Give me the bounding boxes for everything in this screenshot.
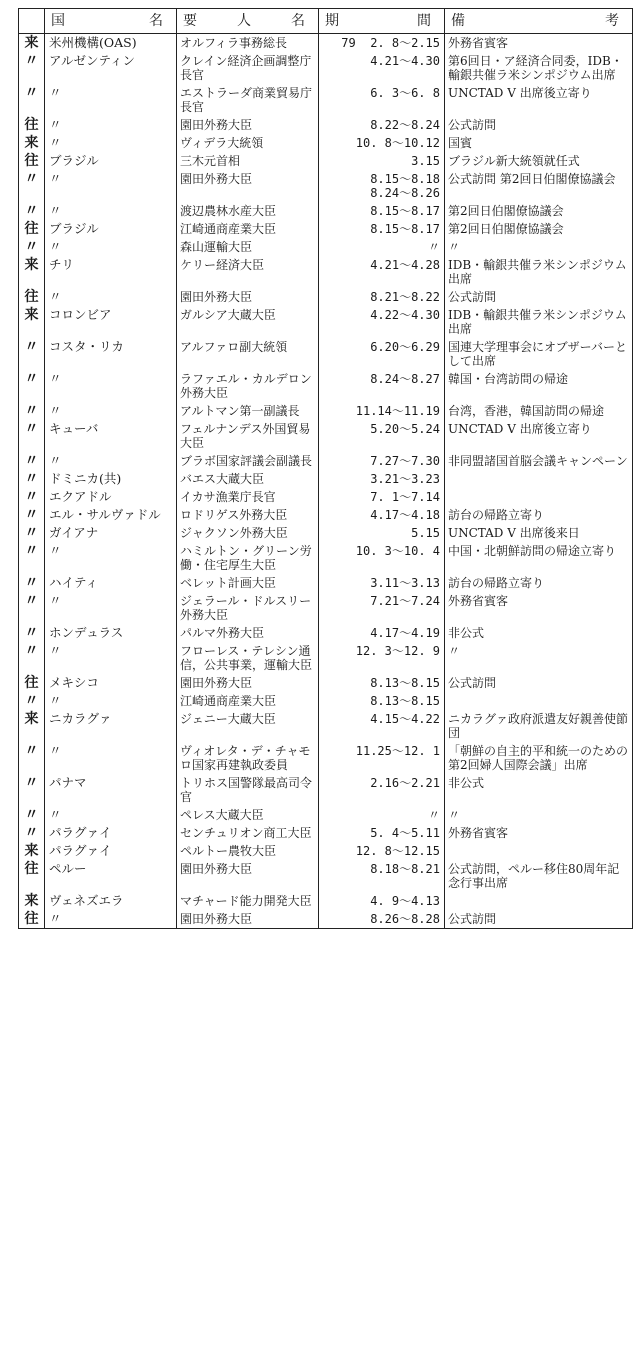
- row-period: 5.20〜5.24: [319, 420, 445, 452]
- row-person: フェルナンデス外国貿易大臣: [177, 420, 319, 452]
- row-period: 79 2. 8〜2.15: [319, 34, 445, 53]
- row-country: 〃: [45, 370, 177, 402]
- row-person: マチャード能力開発大臣: [177, 892, 319, 910]
- visits-table: [18, 8, 633, 929]
- table-row: [19, 692, 633, 710]
- row-note: UNCTAD Ⅴ 出席後来日: [445, 524, 633, 542]
- row-note: 非同盟諸国首脳会議キャンペーン: [445, 452, 633, 470]
- table-row: [19, 542, 633, 574]
- header-period: 期間: [319, 9, 445, 34]
- table-row: [19, 574, 633, 592]
- row-note: 〃: [445, 642, 633, 674]
- row-mark: 来: [19, 892, 45, 910]
- row-country: 〃: [45, 592, 177, 624]
- row-country: パラグァイ: [45, 842, 177, 860]
- row-person: ジャクソン外務大臣: [177, 524, 319, 542]
- row-person: 江崎通商産業大臣: [177, 692, 319, 710]
- header-mark: [19, 9, 45, 34]
- row-mark: 来: [19, 34, 45, 53]
- table-row: [19, 470, 633, 488]
- row-mark: 〃: [19, 824, 45, 842]
- row-period: 8.13〜8.15: [319, 692, 445, 710]
- row-period: 2.16〜2.21: [319, 774, 445, 806]
- table-row: [19, 592, 633, 624]
- row-period: 4.17〜4.18: [319, 506, 445, 524]
- row-country: 〃: [45, 84, 177, 116]
- row-note: 公式訪問: [445, 288, 633, 306]
- table-row: [19, 488, 633, 506]
- row-country: 〃: [45, 170, 177, 202]
- row-note: 非公式: [445, 624, 633, 642]
- row-mark: 〃: [19, 574, 45, 592]
- row-note: 訪台の帰路立寄り: [445, 506, 633, 524]
- table-row: [19, 452, 633, 470]
- row-mark: 来: [19, 710, 45, 742]
- row-mark: 〃: [19, 624, 45, 642]
- row-person: オルフィラ事務総長: [177, 34, 319, 53]
- row-period: 8.13〜8.15: [319, 674, 445, 692]
- row-country: 〃: [45, 452, 177, 470]
- row-person: ジェニー大蔵大臣: [177, 710, 319, 742]
- row-note: 外務省賓客: [445, 592, 633, 624]
- row-person: クレイン経済企画調整庁長官: [177, 52, 319, 84]
- row-period: 4.21〜4.30: [319, 52, 445, 84]
- row-note: 外務省賓客: [445, 824, 633, 842]
- row-country: 〃: [45, 202, 177, 220]
- row-mark: 〃: [19, 642, 45, 674]
- row-mark: 〃: [19, 338, 45, 370]
- table-row: [19, 370, 633, 402]
- row-mark: 〃: [19, 742, 45, 774]
- row-person: ヴィオレタ・デ・チャモロ国家再建執政委員: [177, 742, 319, 774]
- row-mark: 来: [19, 134, 45, 152]
- row-note: ブラジル新大統領就任式: [445, 152, 633, 170]
- row-period: 8.15〜8.18 8.24〜8.26: [319, 170, 445, 202]
- row-period: 8.24〜8.27: [319, 370, 445, 402]
- table-row: [19, 506, 633, 524]
- row-person: ラファエル・カルデロン外務大臣: [177, 370, 319, 402]
- table-row: [19, 910, 633, 929]
- row-mark: 〃: [19, 542, 45, 574]
- row-mark: 〃: [19, 488, 45, 506]
- row-note: 訪台の帰路立寄り: [445, 574, 633, 592]
- row-mark: 〃: [19, 452, 45, 470]
- row-person: 園田外務大臣: [177, 910, 319, 929]
- row-mark: 〃: [19, 692, 45, 710]
- row-person: ペレス大蔵大臣: [177, 806, 319, 824]
- table-row: [19, 892, 633, 910]
- row-note: [445, 692, 633, 710]
- table-row: [19, 84, 633, 116]
- row-note: 台湾，香港，韓国訪問の帰途: [445, 402, 633, 420]
- row-country: エル・サルヴァドル: [45, 506, 177, 524]
- table-row: [19, 742, 633, 774]
- table-row: [19, 842, 633, 860]
- row-country: 〃: [45, 134, 177, 152]
- row-period: 6.20〜6.29: [319, 338, 445, 370]
- row-period: 8.22〜8.24: [319, 116, 445, 134]
- row-country: パナマ: [45, 774, 177, 806]
- row-note: 公式訪問: [445, 674, 633, 692]
- table-row: [19, 674, 633, 692]
- row-country: ハイティ: [45, 574, 177, 592]
- row-person: ブラボ国家評議会副議長: [177, 452, 319, 470]
- header-note: 備考: [445, 9, 633, 34]
- row-mark: 〃: [19, 370, 45, 402]
- table-row: [19, 824, 633, 842]
- row-person: 森山運輸大臣: [177, 238, 319, 256]
- row-country: ブラジル: [45, 220, 177, 238]
- row-period: 3.11〜3.13: [319, 574, 445, 592]
- row-period: 4.22〜4.30: [319, 306, 445, 338]
- row-person: 園田外務大臣: [177, 170, 319, 202]
- row-country: メキシコ: [45, 674, 177, 692]
- table-header-row: [19, 9, 633, 34]
- row-person: バエス大蔵大臣: [177, 470, 319, 488]
- row-country: 〃: [45, 742, 177, 774]
- row-note: IDB・輸銀共催ラ米シンポジウム出席: [445, 256, 633, 288]
- row-note: ニカラグァ政府派遣友好親善使節団: [445, 710, 633, 742]
- row-period: 8.15〜8.17: [319, 202, 445, 220]
- row-country: コロンビア: [45, 306, 177, 338]
- row-mark: 〃: [19, 806, 45, 824]
- row-country: ホンデュラス: [45, 624, 177, 642]
- row-mark: 往: [19, 116, 45, 134]
- row-country: 〃: [45, 542, 177, 574]
- row-mark: 往: [19, 220, 45, 238]
- table-row: [19, 220, 633, 238]
- row-period: 8.21〜8.22: [319, 288, 445, 306]
- header-person: 要人名: [177, 9, 319, 34]
- table-row: [19, 202, 633, 220]
- row-person: ロドリゲス外務大臣: [177, 506, 319, 524]
- row-note: 公式訪問: [445, 910, 633, 929]
- table-row: [19, 806, 633, 824]
- row-person: アルトマン第一副議長: [177, 402, 319, 420]
- row-person: 園田外務大臣: [177, 674, 319, 692]
- row-note: [445, 842, 633, 860]
- row-period: 〃: [319, 238, 445, 256]
- row-note: 公式訪問: [445, 116, 633, 134]
- row-mark: 〃: [19, 524, 45, 542]
- row-person: ヴィデラ大統領: [177, 134, 319, 152]
- row-person: エストラーダ商業貿易庁長官: [177, 84, 319, 116]
- row-person: ガルシア大蔵大臣: [177, 306, 319, 338]
- row-mark: 来: [19, 842, 45, 860]
- row-period: 10. 3〜10. 4: [319, 542, 445, 574]
- row-note: 中国・北朝鮮訪問の帰途立寄り: [445, 542, 633, 574]
- row-note: IDB・輸銀共催ラ米シンポジウム出席: [445, 306, 633, 338]
- row-note: UNCTAD Ⅴ 出席後立寄り: [445, 84, 633, 116]
- row-country: 〃: [45, 116, 177, 134]
- row-note: [445, 470, 633, 488]
- row-mark: 〃: [19, 506, 45, 524]
- row-note: 国連大学理事会にオブザーバーとして出席: [445, 338, 633, 370]
- row-person: フローレス・テレシン通信，公共事業，運輸大臣: [177, 642, 319, 674]
- row-period: 6. 3〜6. 8: [319, 84, 445, 116]
- row-mark: 〃: [19, 420, 45, 452]
- row-period: 4.17〜4.19: [319, 624, 445, 642]
- row-country: 米州機構(OAS): [45, 34, 177, 53]
- row-mark: 〃: [19, 238, 45, 256]
- row-period: 11.25〜12. 1: [319, 742, 445, 774]
- row-person: 渡辺農林水産大臣: [177, 202, 319, 220]
- row-period: 12. 8〜12.15: [319, 842, 445, 860]
- row-note: 国賓: [445, 134, 633, 152]
- table-row: [19, 710, 633, 742]
- row-country: キューバ: [45, 420, 177, 452]
- row-country: ペルー: [45, 860, 177, 892]
- row-mark: 往: [19, 152, 45, 170]
- table-row: [19, 338, 633, 370]
- table-row: [19, 170, 633, 202]
- row-mark: 来: [19, 256, 45, 288]
- row-note: 韓国・台湾訪問の帰途: [445, 370, 633, 402]
- row-person: 園田外務大臣: [177, 860, 319, 892]
- row-note: UNCTAD Ⅴ 出席後立寄り: [445, 420, 633, 452]
- row-country: コスタ・リカ: [45, 338, 177, 370]
- row-country: ニカラグァ: [45, 710, 177, 742]
- row-country: アルゼンティン: [45, 52, 177, 84]
- row-mark: 〃: [19, 774, 45, 806]
- table-row: [19, 152, 633, 170]
- row-mark: 〃: [19, 402, 45, 420]
- row-note: 〃: [445, 806, 633, 824]
- row-person: ケリー経済大臣: [177, 256, 319, 288]
- row-period: 8.26〜8.28: [319, 910, 445, 929]
- row-period: 3.15: [319, 152, 445, 170]
- row-country: 〃: [45, 238, 177, 256]
- row-person: 江崎通商産業大臣: [177, 220, 319, 238]
- table-row: [19, 402, 633, 420]
- row-period: 7.27〜7.30: [319, 452, 445, 470]
- row-country: 〃: [45, 402, 177, 420]
- row-country: エクアドル: [45, 488, 177, 506]
- row-period: 4.21〜4.28: [319, 256, 445, 288]
- row-person: センチュリオン商工大臣: [177, 824, 319, 842]
- row-period: 3.21〜3.23: [319, 470, 445, 488]
- row-person: イカサ漁業庁長官: [177, 488, 319, 506]
- row-period: 7. 1〜7.14: [319, 488, 445, 506]
- row-note: [445, 892, 633, 910]
- row-mark: 往: [19, 288, 45, 306]
- row-period: 11.14〜11.19: [319, 402, 445, 420]
- row-country: ドミニカ(共): [45, 470, 177, 488]
- row-mark: 〃: [19, 170, 45, 202]
- row-country: ヴェネズエラ: [45, 892, 177, 910]
- row-period: 5. 4〜5.11: [319, 824, 445, 842]
- table-row: [19, 774, 633, 806]
- row-note: 「朝鮮の自主的平和統一のための第2回婦人国際会議」出席: [445, 742, 633, 774]
- row-person: パルマ外務大臣: [177, 624, 319, 642]
- row-note: 公式訪問，ペルー移住80周年記念行事出席: [445, 860, 633, 892]
- row-country: チリ: [45, 256, 177, 288]
- table-row: [19, 256, 633, 288]
- table-row: [19, 642, 633, 674]
- table-row: [19, 116, 633, 134]
- row-person: ペルトー農牧大臣: [177, 842, 319, 860]
- row-note: 第6回日・ア経済合同委，IDB・輸銀共催ラ米シンポジウム出席: [445, 52, 633, 84]
- row-mark: 〃: [19, 470, 45, 488]
- row-period: 7.21〜7.24: [319, 592, 445, 624]
- table-row: [19, 624, 633, 642]
- row-person: ハミルトン・グリーン労働・住宅厚生大臣: [177, 542, 319, 574]
- row-mark: 往: [19, 674, 45, 692]
- row-mark: 往: [19, 860, 45, 892]
- row-country: 〃: [45, 806, 177, 824]
- table-row: [19, 238, 633, 256]
- row-country: パラグァイ: [45, 824, 177, 842]
- row-country: 〃: [45, 910, 177, 929]
- row-country: 〃: [45, 288, 177, 306]
- row-period: 8.18〜8.21: [319, 860, 445, 892]
- table-row: [19, 134, 633, 152]
- header-country: 国名: [45, 9, 177, 34]
- table-row: [19, 420, 633, 452]
- row-period: 12. 3〜12. 9: [319, 642, 445, 674]
- row-mark: 〃: [19, 592, 45, 624]
- table-row: [19, 52, 633, 84]
- row-country: ブラジル: [45, 152, 177, 170]
- table-body: [19, 34, 633, 929]
- row-period: 10. 8〜10.12: [319, 134, 445, 152]
- table-row: [19, 288, 633, 306]
- row-person: 三木元首相: [177, 152, 319, 170]
- row-mark: 〃: [19, 52, 45, 84]
- row-person: アルファロ副大統領: [177, 338, 319, 370]
- row-period: 〃: [319, 806, 445, 824]
- table-row: [19, 34, 633, 53]
- row-period: 8.15〜8.17: [319, 220, 445, 238]
- row-country: ガイアナ: [45, 524, 177, 542]
- row-period: 4. 9〜4.13: [319, 892, 445, 910]
- table-row: [19, 524, 633, 542]
- row-note: 第2回日伯閣僚協議会: [445, 220, 633, 238]
- row-person: ジェラール・ドルスリー外務大臣: [177, 592, 319, 624]
- row-period: 5.15: [319, 524, 445, 542]
- row-note: 非公式: [445, 774, 633, 806]
- row-person: トリホス国警隊最高司令官: [177, 774, 319, 806]
- row-note: 第2回日伯閣僚協議会: [445, 202, 633, 220]
- visit-table-page: [18, 8, 632, 1360]
- table-row: [19, 306, 633, 338]
- row-mark: 〃: [19, 202, 45, 220]
- table-row: [19, 860, 633, 892]
- row-note: 公式訪問 第2回日伯閣僚協議会: [445, 170, 633, 202]
- row-person: ベレット計画大臣: [177, 574, 319, 592]
- row-note: [445, 488, 633, 506]
- row-period: 4.15〜4.22: [319, 710, 445, 742]
- row-country: 〃: [45, 692, 177, 710]
- row-country: 〃: [45, 642, 177, 674]
- row-mark: 〃: [19, 84, 45, 116]
- row-mark: 来: [19, 306, 45, 338]
- row-note: 外務省賓客: [445, 34, 633, 53]
- row-person: 園田外務大臣: [177, 288, 319, 306]
- row-person: 園田外務大臣: [177, 116, 319, 134]
- row-note: 〃: [445, 238, 633, 256]
- row-mark: 往: [19, 910, 45, 929]
